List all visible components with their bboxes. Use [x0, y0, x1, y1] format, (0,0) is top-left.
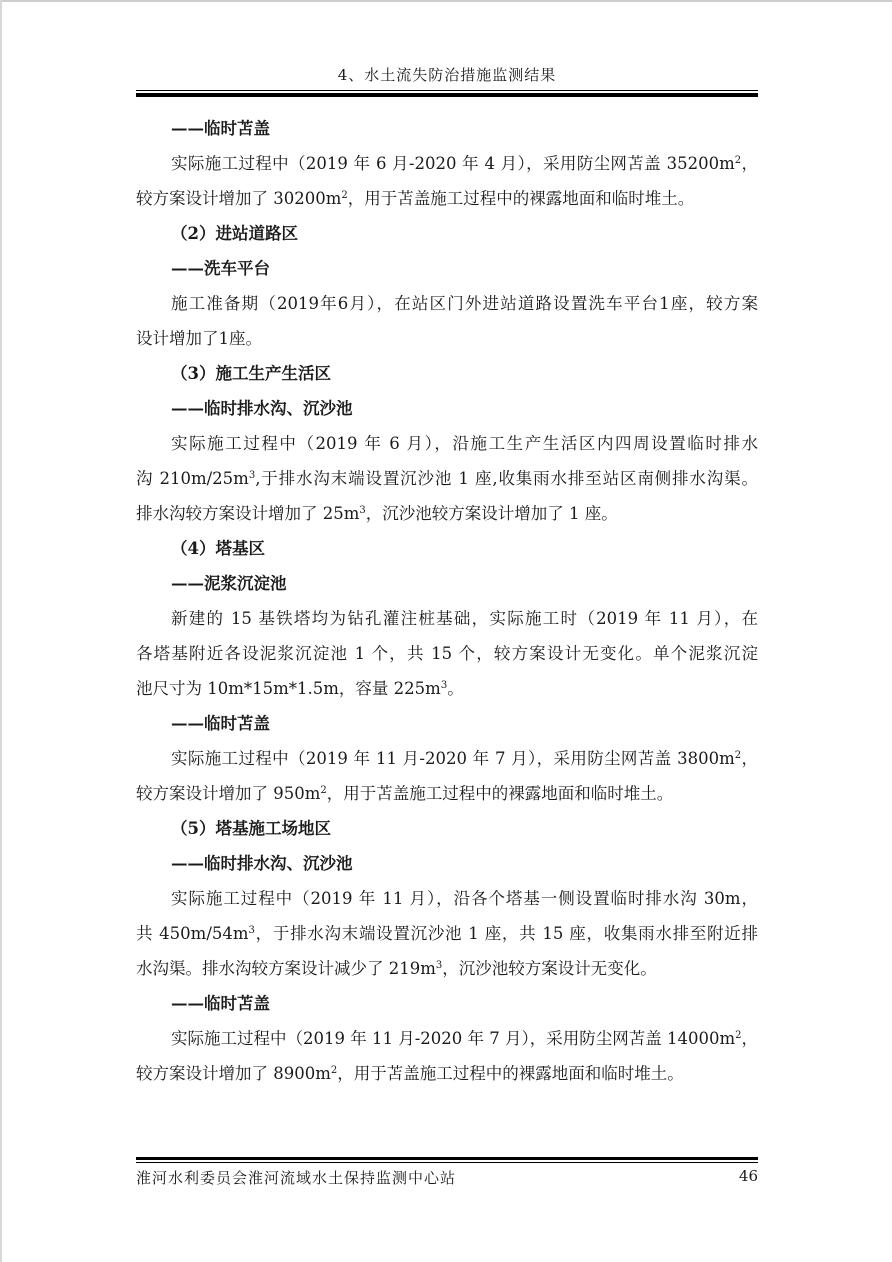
paragraph-line: 沟 $210m/25m^3$,于排水沟末端设置沉沙池 1 座,收集雨水排至站区南侧排水沟渠。 — [136, 469, 758, 488]
paragraph-line: 实际施工过程中（2019 年 11 月-2020 年 7 月），采用防尘网苫盖 $3800m^2$， — [171, 749, 758, 768]
paragraph-line: 实际施工过程中（2019 年 11 月），沿各个塔基一侧设置临时排水沟 30m， — [171, 889, 758, 908]
header-rule-thin — [136, 90, 758, 91]
subheading-mud-settling-pond: ——泥浆沉淀池 — [171, 574, 287, 593]
document-body — [136, 111, 758, 1091]
footer-organization: 淮河水利委员会淮河流域水土保持监测中心站 — [136, 1169, 457, 1187]
paragraph-line: 施工准备期（2019年6月），在站区门外进站道路设置洗车平台1座，较方案 — [171, 294, 758, 313]
running-header: 4、水土流失防治措施监测结果 — [337, 66, 557, 84]
subheading-temporary-cover: ——临时苫盖 — [171, 119, 270, 138]
subheading-temporary-cover: ——临时苫盖 — [171, 994, 270, 1013]
paragraph-line: 较方案设计增加了 $950m^2$，用于苫盖施工过程中的裸露地面和临时堆土。 — [136, 784, 674, 803]
footer-rule-thin — [136, 1162, 758, 1163]
section-title-access-road: （2）进站道路区 — [171, 224, 298, 243]
paragraph-line: 实际施工过程中（2019 年 6 月），沿施工生产生活区内四周设置临时排水 — [171, 434, 758, 453]
paragraph-line: 较方案设计增加了 $8900m^2$，用于苫盖施工过程中的裸露地面和临时堆土。 — [136, 1064, 684, 1083]
paragraph-line: 实际施工过程中（2019 年 6 月-2020 年 4 月），采用防尘网苫盖 $35200m^2$， — [171, 154, 758, 173]
paragraph-line: 水沟渠。排水沟较方案设计减少了 $219m^3$，沉沙池较方案设计无变化。 — [136, 959, 657, 978]
paragraph-line: 设计增加了1座。 — [136, 329, 262, 348]
paragraph-line: 排水沟较方案设计增加了 $25m^3$，沉沙池较方案设计增加了 1 座。 — [136, 504, 618, 523]
paragraph-line: 共 $450m/54m^3$，于排水沟末端设置沉沙池 1 座，共 15 座，收集雨水排至附近排 — [136, 924, 758, 943]
page-number: 46 — [738, 1167, 758, 1185]
paragraph-line: 池尺寸为 10m*15m*1.5m，容量 $225m^3$。 — [136, 679, 464, 698]
header-rule-thick — [136, 93, 758, 97]
page-edge-top — [0, 0, 892, 2]
paragraph-line: 实际施工过程中（2019 年 11 月-2020 年 7 月），采用防尘网苫盖 $14000m^2$， — [171, 1029, 758, 1048]
subheading-temporary-cover: ——临时苫盖 — [171, 714, 270, 733]
section-title-tower-construction-site: （5）塔基施工场地区 — [171, 819, 331, 838]
section-title-construction-living-area: （3）施工生产生活区 — [171, 364, 331, 383]
subheading-drainage-sedimentation: ——临时排水沟、沉沙池 — [171, 399, 353, 418]
footer-rule-thick — [136, 1157, 758, 1160]
paragraph-line: 各塔基附近各设泥浆沉淀池 1 个，共 15 个，较方案设计无变化。单个泥浆沉淀 — [136, 644, 758, 663]
paragraph-line: 新建的 15 基铁塔均为钻孔灌注桩基础，实际施工时（2019 年 11 月），在 — [171, 609, 758, 628]
paragraph-line: 较方案设计增加了 $30200m^2$，用于苫盖施工过程中的裸露地面和临时堆土。 — [136, 189, 695, 208]
subheading-drainage-sedimentation: ——临时排水沟、沉沙池 — [171, 854, 353, 873]
section-title-tower-base: （4）塔基区 — [171, 539, 265, 558]
page-edge-left — [0, 0, 2, 1262]
subheading-car-wash: ——洗车平台 — [171, 259, 270, 278]
